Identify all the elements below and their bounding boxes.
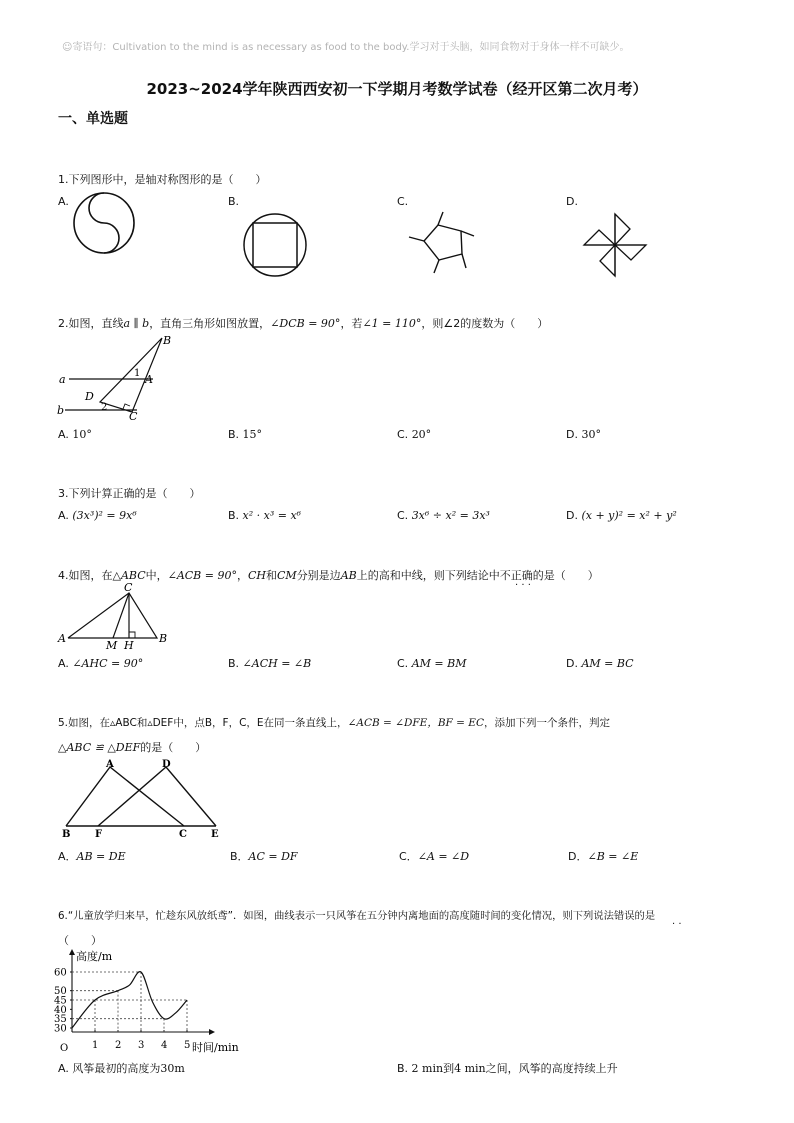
option-label: D． — [568, 850, 588, 863]
option-text: 15° — [242, 428, 263, 441]
motto-text: 寄语句：Cultivation to the mind is as necessary as food to the body.学习对于头脑，如同食物对于身体一样不可缺少。 — [72, 42, 630, 53]
q2-option-c[interactable] — [397, 428, 431, 441]
option-label: B. — [228, 509, 240, 522]
stem-math: CH — [247, 569, 266, 582]
option-label: A. — [58, 428, 69, 441]
stem-text: ，则∠2的度数为（ ） — [421, 317, 549, 330]
q3-option-b[interactable] — [228, 509, 301, 522]
option-label: A. — [58, 657, 69, 670]
fig-label-A: A — [145, 373, 153, 386]
option-label: C. — [397, 509, 409, 522]
option-text: AB = DE — [76, 850, 126, 863]
fig-label-angle1: 1 — [134, 368, 141, 379]
q1-option-b-label[interactable] — [228, 195, 239, 208]
pinwheel-figure — [582, 212, 648, 278]
parallel-lines-triangle-figure — [55, 333, 180, 423]
q3-option-a[interactable] — [58, 509, 137, 522]
option-text: 2 min到4 min之间，风筝的高度持续上升 — [411, 1062, 618, 1075]
stem-text: 4.如图，在 — [58, 569, 113, 582]
stem-text: 和 — [266, 569, 277, 582]
option-label: B. — [397, 1062, 409, 1075]
fig-label-b: b — [57, 404, 65, 417]
exam-title: 2023~2024学年陕西西安初一下学期月考数学试卷（经开区第二次月考） — [146, 80, 648, 98]
stem-math: CM — [277, 569, 297, 582]
question-6-stem-line-2: （ ） — [58, 934, 102, 947]
stem-text: 中， — [145, 569, 168, 582]
question-3-stem: 3.下列计算正确的是（ ） — [58, 487, 201, 500]
q5-option-a[interactable] — [58, 848, 126, 864]
x-tick-label: 3 — [138, 1040, 145, 1051]
stem-math: ∠ACB = 90° — [167, 569, 237, 582]
fig-label-E: E — [211, 829, 219, 840]
pentagon-rays-figure — [406, 212, 478, 274]
stem-text: ，添加下列一个条件，判定 — [484, 717, 611, 729]
x-tick-label: 2 — [115, 1040, 122, 1051]
q1-option-a-label[interactable] — [58, 195, 69, 208]
stem-math: ∠ACB = ∠DFE，BF = EC — [347, 717, 485, 729]
fig-label-F: F — [95, 829, 103, 840]
option-label: D. — [566, 509, 578, 522]
question-6-stem-line-1: 6.“儿童放学归来早，忙趁东风放纸鸢”．如图，曲线表示一只风筝在五分钟内离地面的高度随时间的变化情况，则下列说法错误的是 — [58, 910, 656, 922]
question-5-stem-line-1 — [58, 715, 610, 730]
option-label: A. — [58, 1062, 69, 1075]
stem-math: a ∥ b — [123, 317, 150, 330]
y-tick-label: 40 — [54, 1004, 67, 1016]
option-label: B． — [230, 850, 249, 863]
x-axis-arrow-icon — [209, 1029, 215, 1035]
y-tick-label: 50 — [54, 986, 67, 998]
q5-option-d[interactable] — [568, 848, 638, 864]
fig-label-angle2: 2 — [101, 402, 108, 413]
q4-option-a[interactable] — [58, 657, 143, 670]
y-tick-label: 35 — [54, 1014, 67, 1026]
option-label: C． — [399, 850, 418, 863]
option-label: B. — [228, 195, 240, 208]
fig-label-a: a — [59, 373, 66, 386]
q1-option-c-label[interactable] — [397, 195, 408, 208]
fig-label-C: C — [129, 410, 138, 423]
option-label: C. — [397, 428, 409, 441]
option-text: x² · x³ = x⁶ — [242, 509, 302, 522]
fig-label-A: A — [106, 759, 114, 770]
stem-text: 上的高和中线，则下列结论中不正确的是（ ） — [356, 569, 599, 582]
q5-option-b[interactable] — [230, 848, 298, 864]
option-text: ∠A = ∠D — [417, 850, 470, 863]
x-tick-label: 1 — [92, 1040, 99, 1051]
fig-label-A: A — [58, 632, 66, 645]
q6-option-a[interactable] — [58, 1060, 185, 1076]
option-text: 10° — [72, 428, 92, 441]
option-text: (x + y)² = x² + y² — [581, 509, 677, 522]
q2-option-b[interactable] — [228, 428, 262, 441]
square-in-circle-figure — [242, 212, 308, 278]
option-label: D. — [566, 195, 578, 208]
option-label: D. — [566, 428, 578, 441]
y-tick-label: 30 — [54, 1023, 67, 1035]
question-1-stem: 1.下列图形中，是轴对称图形的是（ ） — [58, 173, 267, 186]
stem-text: 的是（ ） — [140, 741, 207, 754]
option-label: C. — [397, 657, 409, 670]
stem-math: △ABC ≌ △DEF — [58, 741, 141, 754]
stem-text: 5.如图，在▵ABC和▵DEF中，点B，F，C，E在同一条直线上， — [58, 717, 348, 729]
stem-math: ∠DCB = 90° — [270, 317, 341, 330]
q1-option-d-label[interactable] — [566, 195, 578, 208]
stem-math: AB — [340, 569, 357, 582]
option-text: ∠AHC = 90° — [72, 657, 144, 670]
q4-option-b[interactable] — [228, 657, 311, 670]
y-tick-label: 60 — [54, 967, 67, 979]
x-axis-label: 时间/min — [192, 1041, 239, 1054]
option-text: AM = BC — [581, 657, 634, 670]
question-2-stem — [58, 315, 548, 331]
q4-option-d[interactable] — [566, 657, 634, 670]
fig-label-M: M — [106, 639, 118, 652]
option-text: AM = BM — [411, 657, 467, 670]
fig-label-D: D — [85, 390, 94, 403]
fig-label-H: H — [124, 639, 134, 652]
q4-option-c[interactable] — [397, 657, 466, 670]
option-label: A. — [58, 509, 69, 522]
stem-math: △ABC — [112, 569, 146, 582]
section-heading: 一、单选题 — [58, 111, 128, 127]
fig-label-B: B — [159, 632, 168, 645]
option-text: AC = DF — [248, 850, 298, 863]
right-triangle-altitude-figure — [58, 583, 173, 651]
q5-option-c[interactable] — [399, 848, 469, 864]
stem-math: ∠1 = 110° — [362, 317, 422, 330]
y-axis-label: 高度/m — [76, 950, 113, 963]
q3-option-d[interactable] — [566, 509, 677, 522]
overlapping-triangles-figure — [58, 757, 223, 841]
q3-option-c[interactable] — [397, 509, 490, 522]
option-label: B. — [228, 657, 240, 670]
option-text: ∠ACH = ∠B — [242, 657, 312, 670]
q2-option-d[interactable] — [566, 428, 601, 441]
option-label: A． — [58, 850, 77, 863]
y-axis-arrow-icon — [69, 949, 75, 955]
stem-text: 分别是边 — [296, 569, 341, 582]
option-text: 风筝最初的高度为30m — [72, 1062, 185, 1075]
fig-label-C: C — [179, 829, 187, 840]
option-text: 20° — [411, 428, 432, 441]
option-label: A. — [58, 195, 69, 208]
option-label: C. — [397, 195, 409, 208]
origin-label: O — [60, 1043, 69, 1054]
motto-line — [62, 38, 629, 53]
q6-option-b[interactable] — [397, 1060, 618, 1076]
fig-label-C: C — [124, 581, 133, 594]
stem-text: 2.如图，直线 — [58, 317, 124, 330]
yin-yang-figure — [72, 191, 136, 255]
x-tick-label: 5 — [184, 1040, 191, 1051]
emphasis-dots: · · · — [515, 580, 531, 591]
kite-height-chart — [52, 948, 257, 1060]
x-tick-label: 4 — [161, 1040, 168, 1051]
emphasis-dots: · · — [672, 919, 682, 930]
stem-text: ，直角三角形如图放置， — [149, 317, 271, 330]
fig-label-B: B — [62, 829, 71, 840]
option-text: 3x⁶ ÷ x² = 3x³ — [411, 509, 490, 522]
option-text: (3x³)² = 9x⁶ — [72, 509, 137, 522]
fig-label-D: D — [162, 759, 171, 770]
q2-option-a[interactable] — [58, 428, 92, 441]
smile-icon: ☺ — [62, 42, 73, 53]
option-text: 30° — [581, 428, 601, 441]
option-label: B. — [228, 428, 240, 441]
y-tick-label: 45 — [54, 995, 67, 1007]
question-5-stem-line-2 — [58, 739, 206, 755]
fig-label-B: B — [163, 334, 172, 347]
option-label: D. — [566, 657, 578, 670]
stem-text: ，若 — [340, 317, 363, 330]
option-text: ∠B = ∠E — [587, 850, 639, 863]
stem-text: ， — [236, 569, 248, 582]
